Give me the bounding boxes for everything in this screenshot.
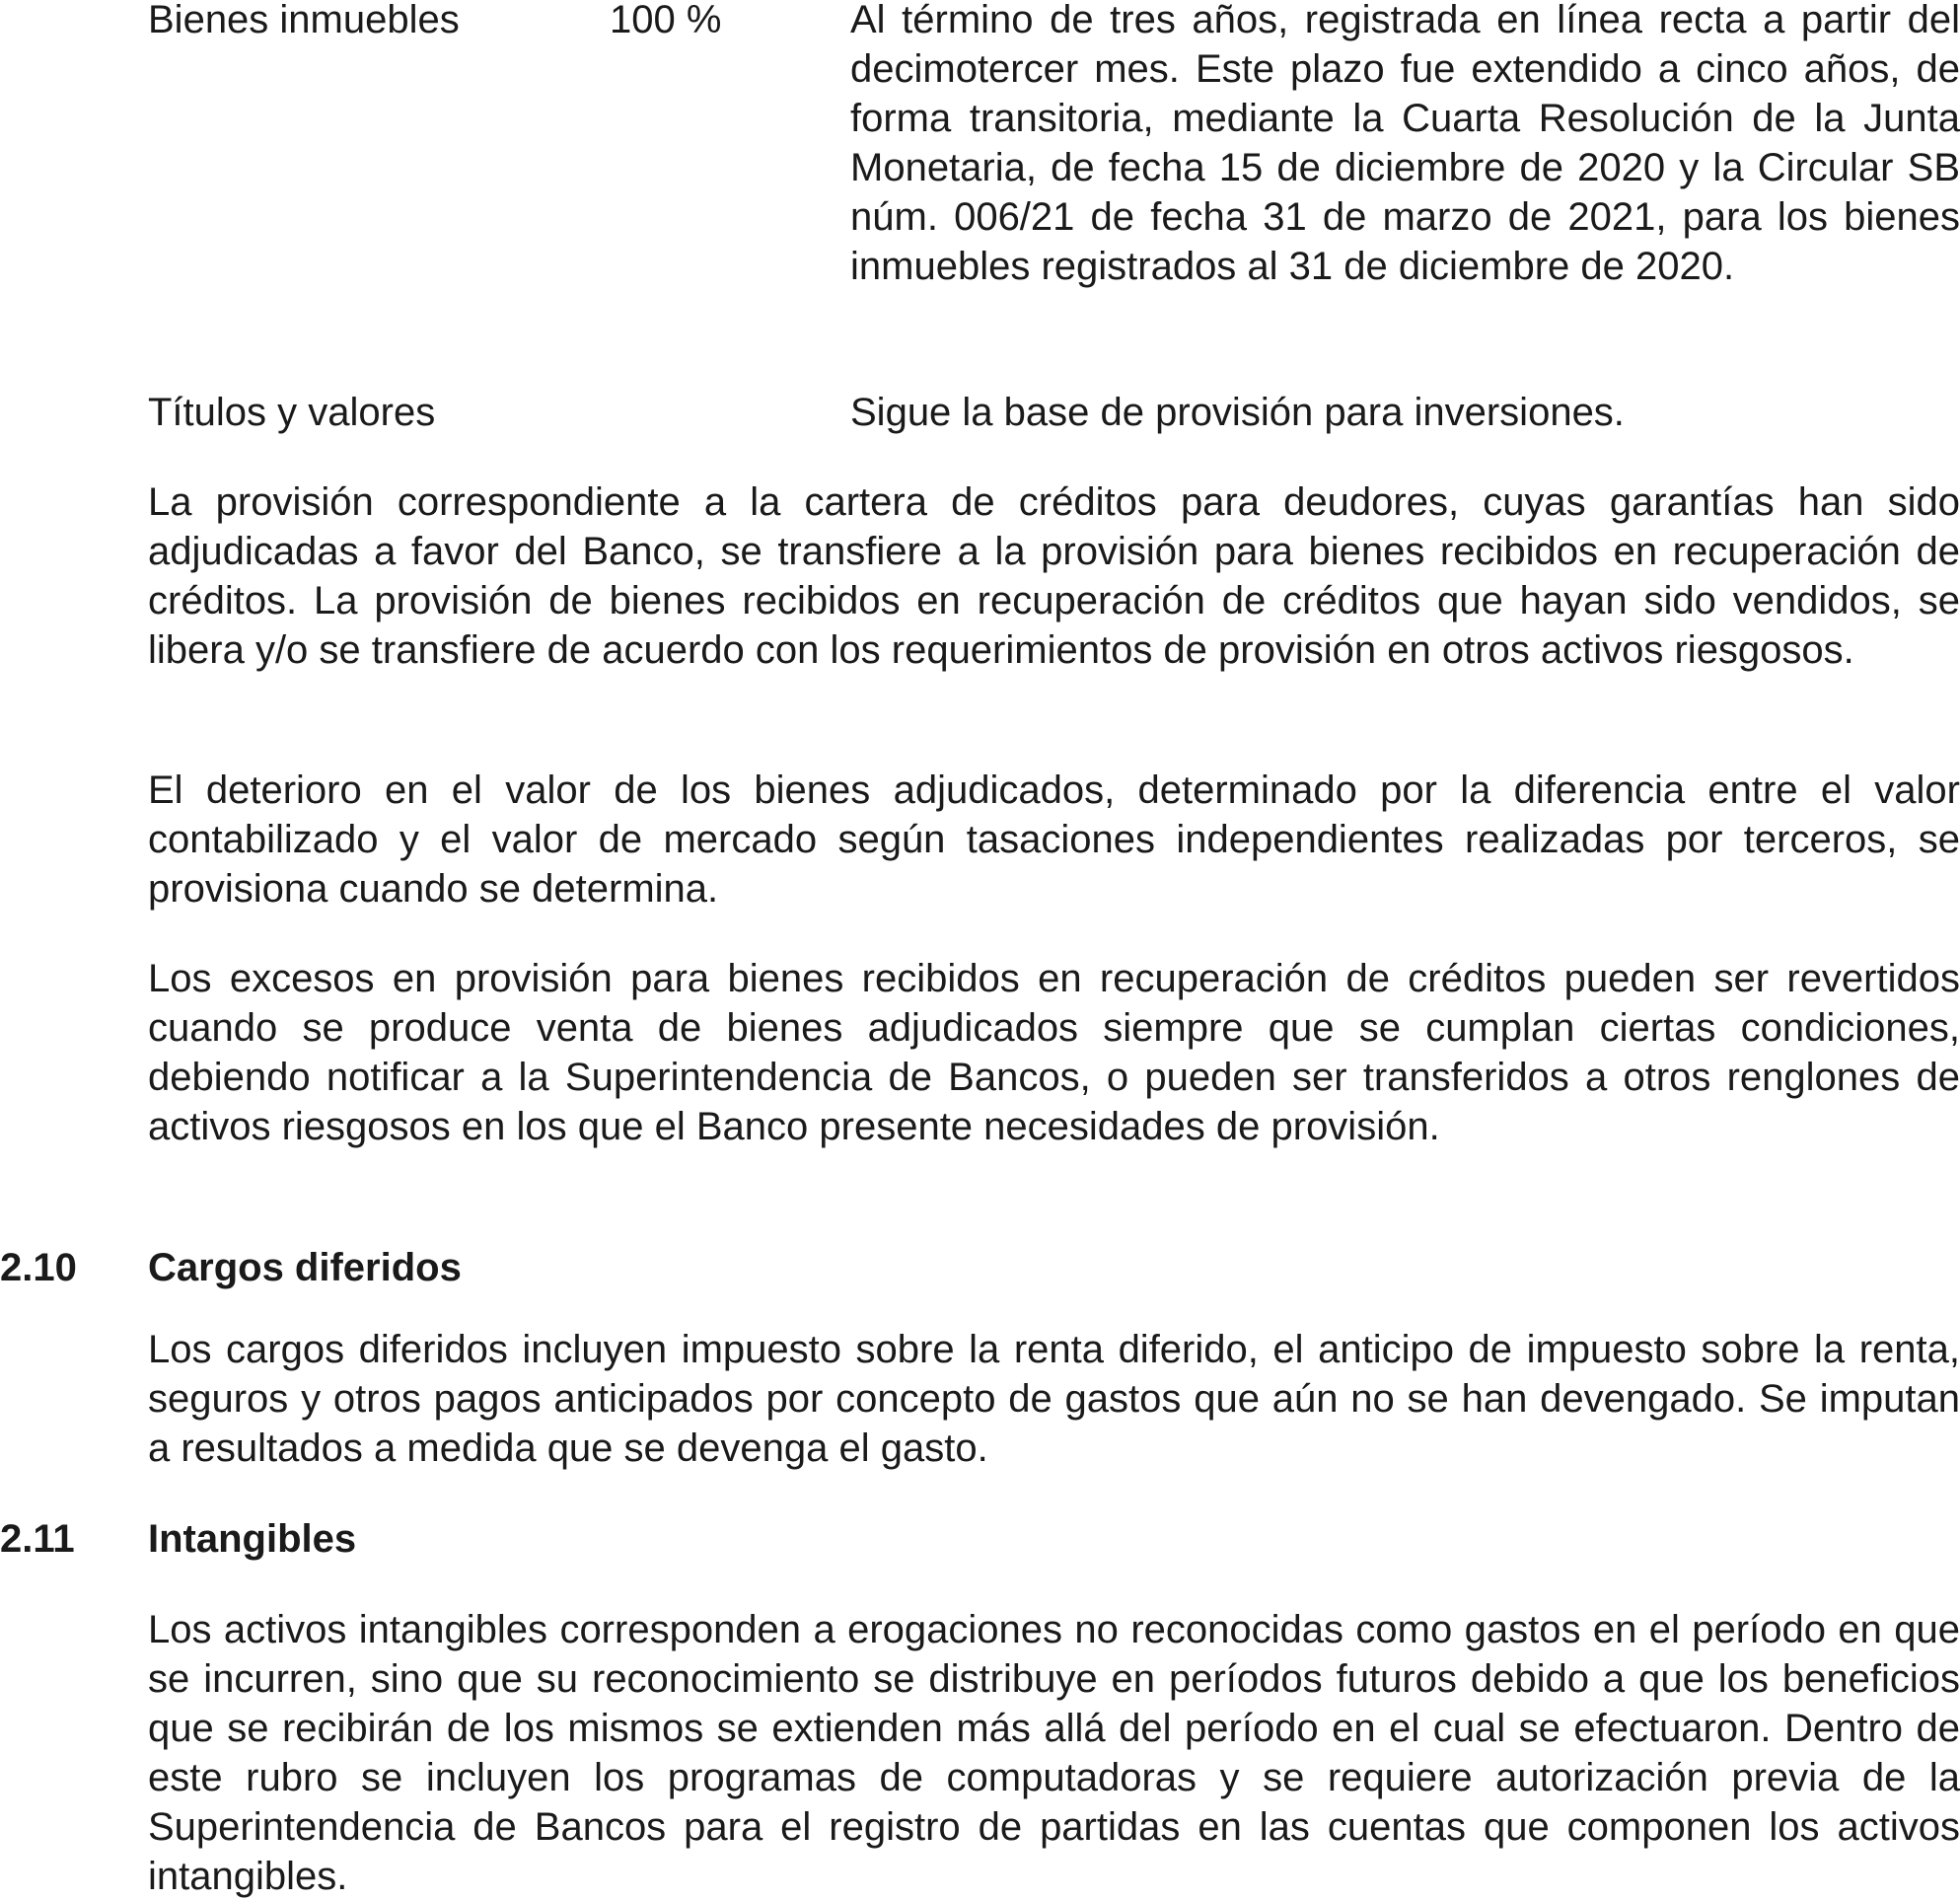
section-number: 2.10 [0,1246,77,1289]
row-description-bienes-inmuebles: Al término de tres años, registrada en línea recta a partir del decimotercer mes. Este plazo fue extendido a cinco años, de forma transitoria, mediante la Cuarta Resolución de la Junta Monetaria, de fecha 15 de diciembre de 2020 y la Circular SB núm. 006/21 de fecha 31 de marzo de 2021, para los bienes inmuebles registrados al 31 de diciembre de 2020. [850,0,1960,288]
paragraph-provision-cartera: La provisión correspondiente a la cartera de créditos para deudores, cuyas garantías han sido adjudicadas a favor del Banco, se transfiere a la provisión para bienes recibidos en recuperación de créditos. La provisión de bienes recibidos en recuperación de créditos que hayan sido vendidos, se libera y/o se transfiere de acuerdo con los requerimientos de provisión en otros activos riesgosos. [148,480,1960,672]
paragraph-deterioro: El deterioro en el valor de los bienes adjudicados, determinado por la diferencia entre el valor contabilizado y el valor de mercado según tasaciones independientes realizadas por terceros, se provisiona cuando se determina. [148,768,1960,911]
section-title: Intangibles [148,1517,357,1561]
section-body: Los cargos diferidos incluyen impuesto sobre la renta diferido, el anticipo de impuesto sobre la renta, seguros y otros pagos anticipados por concepto de gastos que aún no se han devengado. Se imputan a resultados a medida que se devenga el gasto. [148,1328,1960,1470]
paragraph-excesos-provision: Los excesos en provisión para bienes recibidos en recuperación de créditos pueden ser revertidos cuando se produce venta de bienes adjudicados siempre que se cumplan ciertas condiciones, debiendo notificar a la Superintendencia de Bancos, o pueden ser transferidos a otros renglones de activos riesgosos en los que el Banco presente necesidades de provisión. [148,957,1960,1148]
row-label-titulos-valores: Títulos y valores [148,391,436,434]
section-number: 2.11 [0,1517,75,1561]
row-percent-bienes-inmuebles: 100 % [610,0,722,41]
row-description-titulos-valores: Sigue la base de provisión para inversiones. [850,391,1625,434]
section-title: Cargos diferidos [148,1246,462,1289]
section-body: Los activos intangibles corresponden a erogaciones no reconocidas como gastos en el período en que se incurren, sino que su reconocimiento se distribuye en períodos futuros debido a que los beneficios que se recibirán de los mismos se extienden más allá del período en el cual se efectuaron. Dentro de este rubro se incluyen los programas de computadoras y se requiere autorización previa de la Superintendencia de Bancos para el registro de partidas en las cuentas que componen los activos intangibles. [148,1608,1960,1898]
row-label-bienes-inmuebles: Bienes inmuebles [148,0,460,41]
